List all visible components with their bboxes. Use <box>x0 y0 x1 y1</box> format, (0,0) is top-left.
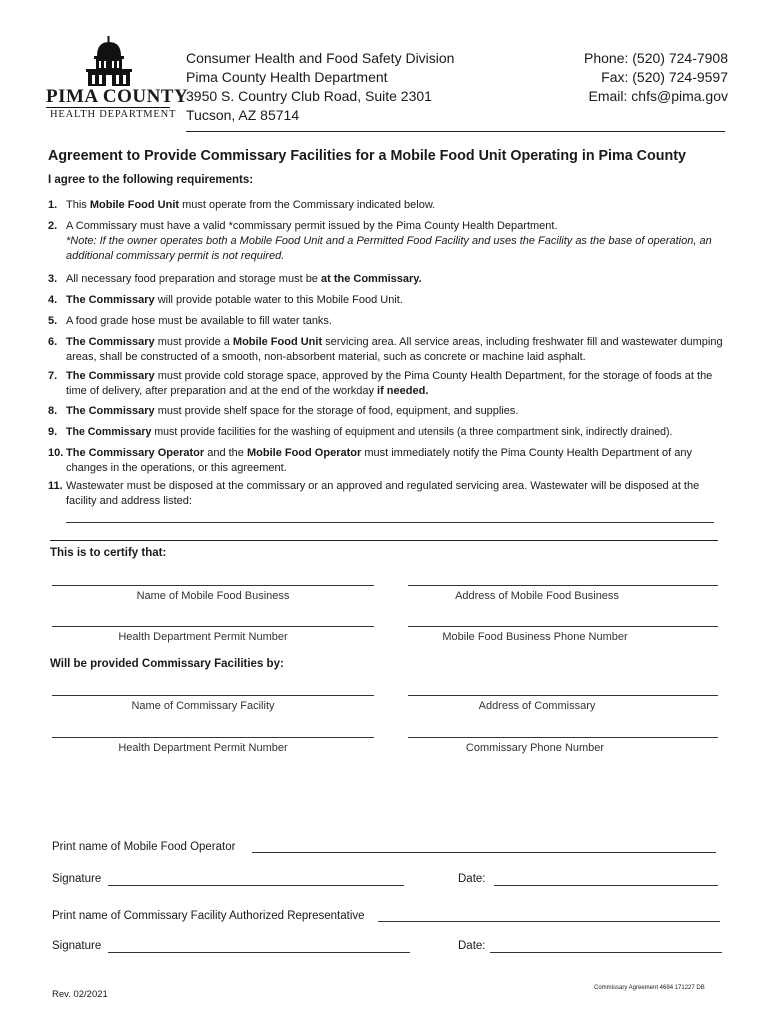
requirement-item: 1. This Mobile Food Unit must operate from the Commissary indicated below. <box>48 199 436 211</box>
operator-signature-field[interactable] <box>108 885 404 886</box>
requirement-item: 10. The Commissary Operator and the Mobile Food Operator must immediately notify the Pima County Health Department of any changes in the operations, or this agreement. <box>48 447 693 474</box>
requirement-item: 11. Wastewater must be disposed at the commissary or an approved and regulated servicing area. Wastewater will be disposed at the facility and address listed: <box>48 480 700 507</box>
field-caption: Address of Commissary <box>478 700 596 712</box>
mobile-permit-number-field[interactable] <box>52 626 374 627</box>
commissary-address-field[interactable] <box>408 695 718 696</box>
mobile-business-name-field[interactable] <box>52 585 374 586</box>
commissary-phone-field[interactable] <box>408 737 718 738</box>
contact-info <box>584 49 728 106</box>
address-line: Tucson, AZ 85714 <box>186 107 300 123</box>
logo-divider <box>46 107 170 108</box>
requirement-item: 9. The Commissary must provide facilities for the washing of equipment and utensils (a three compartment sink, indirectly drained). <box>48 426 673 438</box>
rep-signature-field[interactable] <box>108 952 410 953</box>
requirement-item: 6. The Commissary must provide a Mobile Food Unit servicing area. All service areas, including freshwater fill and wastewater dumping areas, shall be constructed of a smooth, non-absorbent material, such as concrete or machine laid asphalt. <box>48 336 723 363</box>
requirements-intro: I agree to the following requirements: <box>48 174 254 186</box>
requirement-item: 2. A Commissary must have a valid *commissary permit issued by the Pima County Health Department. *Note: If the owner operates both a Mobile Food Unit and a Permitted Food Facility and uses the Facility as the base of operation, an additional commissary permit is not required. <box>48 220 712 262</box>
operator-date-label: Date: <box>458 873 486 885</box>
operator-print-label: Print name of Mobile Food Operator <box>52 841 236 853</box>
address-line: Consumer Health and Food Safety Division <box>186 50 455 66</box>
mobile-business-address-field[interactable] <box>408 585 718 586</box>
requirement-item: 4. The Commissary will provide potable water to this Mobile Food Unit. <box>48 294 403 306</box>
field-caption: Commissary Phone Number <box>465 742 605 754</box>
requirement-item: 3. All necessary food preparation and storage must be at the Commissary. <box>48 273 422 285</box>
field-caption: Health Department Permit Number <box>118 631 288 643</box>
field-caption: Health Department Permit Number <box>118 742 288 754</box>
page-title: Agreement to Provide Commissary Facilities for a Mobile Food Unit Operating in Pima County <box>48 148 686 164</box>
requirement-note: *Note: If the owner operates both a Mobile Food Unit and a Permitted Food Facility and uses the Facility as the base of operation, an additional commissary permit is not required. <box>66 235 712 262</box>
header-rule <box>186 131 725 132</box>
logo <box>44 36 189 122</box>
field-caption: Name of Commissary Facility <box>131 700 275 712</box>
commissary-name-field[interactable] <box>52 695 374 696</box>
address-line: 3950 S. Country Club Road, Suite 2301 <box>186 88 432 104</box>
rep-date-field[interactable] <box>490 952 722 953</box>
rep-print-label: Print name of Commissary Facility Authorized Representative <box>52 910 365 922</box>
section-rule <box>50 540 718 541</box>
field-caption: Mobile Food Business Phone Number <box>442 631 628 643</box>
mobile-business-phone-field[interactable] <box>408 626 718 627</box>
rep-print-field[interactable] <box>378 921 720 922</box>
division-address <box>186 49 454 125</box>
operator-signature-label: Signature <box>52 873 102 885</box>
certify-heading: This is to certify that: <box>50 547 167 559</box>
email-line: Email: chfs@pima.gov <box>588 88 728 104</box>
fax-line: Fax: (520) 724-9597 <box>601 69 728 85</box>
requirement-item: 8. The Commissary must provide shelf space for the storage of food, equipment, and supplies. <box>48 405 519 417</box>
rep-signature-label: Signature <box>52 940 102 952</box>
requirement-item: 7. The Commissary must provide cold storage space, approved by the Pima County Health Department, for the storage of foods at the time of delivery, after preparation and at the end of the workday if needed. <box>48 370 713 397</box>
courthouse-dome-icon <box>82 36 136 88</box>
wastewater-facility-field[interactable] <box>66 522 714 523</box>
operator-date-field[interactable] <box>494 885 718 886</box>
operator-print-field[interactable] <box>252 852 716 853</box>
logo-subtitle: HEALTH DEPARTMENT <box>50 109 177 120</box>
revision-date: Rev. 02/2021 <box>52 989 108 1000</box>
commissary-permit-number-field[interactable] <box>52 737 374 738</box>
requirement-item: 5. A food grade hose must be available to fill water tanks. <box>48 315 332 327</box>
field-caption: Name of Mobile Food Business <box>136 590 290 602</box>
field-caption: Address of Mobile Food Business <box>455 590 619 602</box>
form-id: Commissary Agreement 4684 171227 DB <box>594 985 705 991</box>
commissary-heading: Will be provided Commissary Facilities by: <box>50 658 284 670</box>
address-line: Pima County Health Department <box>186 69 388 85</box>
logo-title: PIMA COUNTY <box>46 86 189 107</box>
phone-line: Phone: (520) 724-7908 <box>584 50 728 66</box>
rep-date-label: Date: <box>458 940 486 952</box>
